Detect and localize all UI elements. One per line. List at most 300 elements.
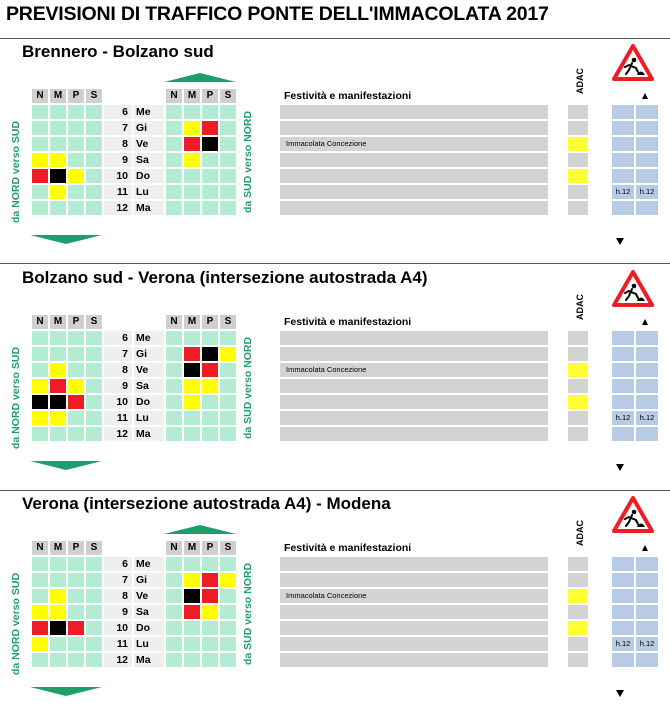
traffic-cell-nord-sud: [68, 201, 84, 215]
traffic-cell-nord-sud: [68, 379, 84, 393]
traffic-cell-sud-nord: [166, 427, 182, 441]
day-name: Ve: [134, 137, 164, 151]
page-title: PREVISIONI DI TRAFFICO PONTE DELL'IMMACOLATA 2017: [6, 3, 549, 25]
day-number: 10: [104, 395, 132, 409]
column-header: S: [220, 541, 236, 555]
ww-cell: [612, 347, 634, 361]
traffic-cell-sud-nord: [166, 105, 182, 119]
day-number: 7: [104, 121, 132, 135]
day-number: 8: [104, 137, 132, 151]
day-number: 6: [104, 105, 132, 119]
divider: [0, 263, 670, 264]
traffic-cell-sud-nord: [220, 121, 236, 135]
day-name: Lu: [134, 411, 164, 425]
traffic-cell-nord-sud: [50, 637, 66, 651]
day-name: Me: [134, 331, 164, 345]
label-sud-verso-nord: [241, 87, 255, 237]
traffic-cell-nord-sud: [32, 153, 48, 167]
label-sud-verso-nord: [241, 539, 255, 689]
traffic-cell-nord-sud: [50, 427, 66, 441]
adac-cell: [568, 379, 588, 393]
adac-cell: [568, 589, 588, 603]
adac-cell: [568, 331, 588, 345]
day-name: Lu: [134, 637, 164, 651]
traffic-cell-sud-nord: [184, 169, 200, 183]
ww-cell: h.12: [612, 637, 634, 651]
traffic-cell-sud-nord: [166, 347, 182, 361]
ww-cell: h.12: [612, 411, 634, 425]
divider: [0, 490, 670, 491]
traffic-cell-nord-sud: [32, 395, 48, 409]
traffic-cell-sud-nord: [166, 331, 182, 345]
traffic-cell-sud-nord: [184, 153, 200, 167]
traffic-cell-sud-nord: [202, 573, 218, 587]
traffic-cell-sud-nord: [202, 105, 218, 119]
column-header: M: [50, 541, 66, 555]
column-header: S: [86, 315, 102, 329]
day-name: Ve: [134, 589, 164, 603]
day-number: 7: [104, 573, 132, 587]
traffic-cell-sud-nord: [220, 153, 236, 167]
traffic-cell-sud-nord: [220, 105, 236, 119]
traffic-cell-sud-nord: [202, 637, 218, 651]
traffic-cell-nord-sud: [32, 137, 48, 151]
traffic-cell-sud-nord: [184, 411, 200, 425]
day-name: Me: [134, 105, 164, 119]
events-header: Festività e manifestazioni: [284, 542, 412, 554]
ww-cell: [612, 573, 634, 587]
traffic-cell-nord-sud: [86, 363, 102, 377]
traffic-cell-nord-sud: [86, 605, 102, 619]
traffic-cell-sud-nord: [202, 589, 218, 603]
day-name: Sa: [134, 153, 164, 167]
traffic-cell-nord-sud: [68, 105, 84, 119]
adac-cell: [568, 185, 588, 199]
traffic-cell-nord-sud: [86, 153, 102, 167]
column-header: M: [50, 315, 66, 329]
ww-cell: [612, 621, 634, 635]
traffic-cell-sud-nord: [202, 121, 218, 135]
day-number: 9: [104, 153, 132, 167]
scroll-up-icon: [642, 319, 648, 325]
traffic-cell-sud-nord: [202, 427, 218, 441]
ww-cell: h.12: [636, 185, 658, 199]
adac-cell: [568, 411, 588, 425]
traffic-cell-nord-sud: [50, 589, 66, 603]
traffic-cell-sud-nord: [184, 137, 200, 151]
traffic-cell-nord-sud: [50, 557, 66, 571]
traffic-cell-nord-sud: [50, 347, 66, 361]
day-number: 12: [104, 653, 132, 667]
arrow-down-nord-sud: [30, 461, 102, 470]
traffic-cell-nord-sud: [50, 395, 66, 409]
traffic-cell-nord-sud: [50, 573, 66, 587]
traffic-cell-sud-nord: [166, 395, 182, 409]
traffic-cell-sud-nord: [220, 589, 236, 603]
label-nord-verso-sud: [9, 323, 23, 473]
event-bar: [280, 169, 548, 183]
ww-cell: [636, 169, 658, 183]
day-number: 6: [104, 331, 132, 345]
adac-cell: [568, 137, 588, 151]
arrow-up-sud-nord: [164, 73, 236, 82]
day-name: Sa: [134, 605, 164, 619]
column-header: N: [166, 541, 182, 555]
traffic-cell-nord-sud: [50, 121, 66, 135]
traffic-cell-sud-nord: [166, 621, 182, 635]
ww-cell: [636, 395, 658, 409]
traffic-cell-sud-nord: [202, 201, 218, 215]
traffic-cell-nord-sud: [68, 589, 84, 603]
scroll-down-icon: [616, 464, 624, 471]
traffic-cell-sud-nord: [202, 621, 218, 635]
day-name: Gi: [134, 347, 164, 361]
adac-cell: [568, 653, 588, 667]
ww-cell: [636, 621, 658, 635]
traffic-cell-nord-sud: [86, 169, 102, 183]
traffic-cell-nord-sud: [86, 557, 102, 571]
traffic-cell-nord-sud: [50, 605, 66, 619]
day-name: Sa: [134, 379, 164, 393]
event-label: Immacolata Concezione: [286, 591, 367, 600]
traffic-cell-nord-sud: [32, 653, 48, 667]
column-header: P: [68, 89, 84, 103]
column-header: S: [220, 315, 236, 329]
traffic-cell-sud-nord: [166, 589, 182, 603]
day-number: 12: [104, 427, 132, 441]
column-header: M: [184, 89, 200, 103]
traffic-cell-nord-sud: [32, 169, 48, 183]
traffic-cell-sud-nord: [166, 411, 182, 425]
day-number: 9: [104, 379, 132, 393]
column-header: N: [166, 89, 182, 103]
day-name: Ma: [134, 427, 164, 441]
traffic-cell-sud-nord: [184, 573, 200, 587]
traffic-cell-sud-nord: [184, 589, 200, 603]
traffic-cell-sud-nord: [220, 379, 236, 393]
ww-cell: [612, 379, 634, 393]
event-bar: [280, 411, 548, 425]
traffic-cell-nord-sud: [50, 153, 66, 167]
traffic-cell-nord-sud: [86, 105, 102, 119]
event-label: Immacolata Concezione: [286, 365, 367, 374]
traffic-cell-nord-sud: [50, 379, 66, 393]
ww-cell: [636, 105, 658, 119]
traffic-cell-nord-sud: [68, 557, 84, 571]
event-bar: [280, 653, 548, 667]
traffic-cell-nord-sud: [86, 637, 102, 651]
ww-cell: [636, 153, 658, 167]
adac-label-text: ADAC: [575, 520, 585, 546]
ww-cell: [612, 605, 634, 619]
traffic-cell-nord-sud: [86, 185, 102, 199]
traffic-cell-sud-nord: [184, 427, 200, 441]
ww-cell: [612, 427, 634, 441]
traffic-cell-nord-sud: [86, 427, 102, 441]
traffic-cell-nord-sud: [68, 621, 84, 635]
chart-section: [0, 42, 670, 262]
traffic-cell-nord-sud: [50, 169, 66, 183]
traffic-cell-sud-nord: [220, 621, 236, 635]
event-bar: [280, 331, 548, 345]
traffic-cell-nord-sud: [68, 573, 84, 587]
traffic-cell-sud-nord: [202, 395, 218, 409]
traffic-cell-sud-nord: [184, 363, 200, 377]
traffic-cell-nord-sud: [32, 637, 48, 651]
day-number: 8: [104, 363, 132, 377]
traffic-cell-nord-sud: [50, 331, 66, 345]
traffic-cell-sud-nord: [166, 605, 182, 619]
traffic-cell-nord-sud: [86, 331, 102, 345]
traffic-cell-nord-sud: [68, 153, 84, 167]
adac-cell: [568, 621, 588, 635]
section-title: Bolzano sud - Verona (intersezione autostrada A4): [22, 268, 428, 287]
ww-cell: [636, 379, 658, 393]
traffic-cell-sud-nord: [202, 653, 218, 667]
adac-label-text: ADAC: [575, 294, 585, 320]
ww-cell: [612, 589, 634, 603]
event-bar: [280, 185, 548, 199]
traffic-cell-nord-sud: [50, 137, 66, 151]
day-number: 9: [104, 605, 132, 619]
traffic-cell-sud-nord: [220, 363, 236, 377]
traffic-cell-nord-sud: [32, 573, 48, 587]
traffic-cell-nord-sud: [86, 395, 102, 409]
traffic-cell-nord-sud: [32, 201, 48, 215]
event-bar: [280, 347, 548, 361]
traffic-cell-nord-sud: [32, 411, 48, 425]
day-number: 8: [104, 589, 132, 603]
event-bar: [280, 637, 548, 651]
ww-cell: [612, 153, 634, 167]
traffic-cell-sud-nord: [166, 153, 182, 167]
adac-cell: [568, 201, 588, 215]
ww-cell: [612, 169, 634, 183]
traffic-cell-sud-nord: [220, 347, 236, 361]
traffic-cell-sud-nord: [202, 411, 218, 425]
traffic-cell-sud-nord: [220, 185, 236, 199]
traffic-cell-nord-sud: [50, 363, 66, 377]
ww-cell: h.12: [636, 637, 658, 651]
traffic-cell-nord-sud: [86, 137, 102, 151]
traffic-cell-nord-sud: [32, 605, 48, 619]
ww-cell: [612, 121, 634, 135]
traffic-cell-sud-nord: [220, 395, 236, 409]
traffic-cell-sud-nord: [202, 605, 218, 619]
event-bar: [280, 121, 548, 135]
event-bar: [280, 137, 548, 151]
ww-cell: [636, 347, 658, 361]
traffic-cell-sud-nord: [220, 605, 236, 619]
traffic-cell-sud-nord: [166, 185, 182, 199]
traffic-cell-sud-nord: [184, 653, 200, 667]
traffic-cell-nord-sud: [68, 185, 84, 199]
column-header: N: [166, 315, 182, 329]
column-header: S: [86, 541, 102, 555]
day-number: 10: [104, 621, 132, 635]
event-bar: [280, 573, 548, 587]
label-sud-verso-nord-text: da SUD verso NORD: [242, 562, 254, 666]
traffic-cell-nord-sud: [32, 379, 48, 393]
traffic-cell-nord-sud: [32, 121, 48, 135]
traffic-cell-nord-sud: [86, 589, 102, 603]
ww-cell: [612, 331, 634, 345]
day-number: 11: [104, 411, 132, 425]
traffic-cell-sud-nord: [166, 379, 182, 393]
traffic-cell-sud-nord: [202, 557, 218, 571]
ww-cell: [612, 557, 634, 571]
traffic-cell-nord-sud: [50, 411, 66, 425]
ww-cell: [636, 201, 658, 215]
label-nord-verso-sud-text: da NORD verso SUD: [10, 120, 22, 224]
event-bar: [280, 589, 548, 603]
adac-cell: [568, 605, 588, 619]
traffic-cell-sud-nord: [184, 331, 200, 345]
day-number: 11: [104, 185, 132, 199]
adac-label: [573, 64, 587, 98]
traffic-cell-nord-sud: [68, 363, 84, 377]
traffic-cell-nord-sud: [68, 121, 84, 135]
traffic-cell-nord-sud: [50, 653, 66, 667]
traffic-cell-nord-sud: [86, 201, 102, 215]
traffic-cell-nord-sud: [50, 621, 66, 635]
traffic-cell-sud-nord: [184, 621, 200, 635]
column-header: P: [68, 541, 84, 555]
traffic-cell-nord-sud: [86, 621, 102, 635]
ww-cell: [636, 427, 658, 441]
column-header: M: [184, 315, 200, 329]
traffic-cell-sud-nord: [202, 347, 218, 361]
traffic-cell-nord-sud: [32, 589, 48, 603]
traffic-cell-sud-nord: [166, 653, 182, 667]
adac-label: [573, 290, 587, 324]
traffic-cell-nord-sud: [68, 653, 84, 667]
ww-cell: [636, 573, 658, 587]
traffic-cell-sud-nord: [184, 201, 200, 215]
traffic-cell-sud-nord: [220, 411, 236, 425]
column-header: N: [32, 315, 48, 329]
traffic-cell-nord-sud: [50, 185, 66, 199]
adac-cell: [568, 363, 588, 377]
day-name: Ve: [134, 363, 164, 377]
traffic-cell-sud-nord: [202, 153, 218, 167]
column-header: P: [202, 315, 218, 329]
traffic-cell-sud-nord: [202, 185, 218, 199]
day-name: Ma: [134, 653, 164, 667]
traffic-cell-sud-nord: [220, 137, 236, 151]
traffic-cell-nord-sud: [68, 331, 84, 345]
traffic-cell-sud-nord: [184, 121, 200, 135]
roadworks-sign-icon: [612, 44, 654, 82]
label-nord-verso-sud-text: da NORD verso SUD: [10, 346, 22, 450]
divider: [0, 38, 670, 39]
label-nord-verso-sud: [9, 97, 23, 247]
day-name: Me: [134, 557, 164, 571]
ww-cell: [636, 363, 658, 377]
adac-cell: [568, 347, 588, 361]
traffic-cell-nord-sud: [68, 411, 84, 425]
traffic-cell-sud-nord: [220, 573, 236, 587]
adac-cell: [568, 105, 588, 119]
traffic-cell-nord-sud: [32, 557, 48, 571]
traffic-cell-nord-sud: [68, 605, 84, 619]
traffic-cell-sud-nord: [202, 363, 218, 377]
column-header: N: [32, 541, 48, 555]
traffic-cell-nord-sud: [68, 427, 84, 441]
adac-cell: [568, 153, 588, 167]
scroll-down-icon: [616, 238, 624, 245]
roadworks-sign-icon: [612, 270, 654, 308]
day-name: Lu: [134, 185, 164, 199]
ww-cell: [636, 589, 658, 603]
traffic-cell-sud-nord: [166, 201, 182, 215]
traffic-cell-sud-nord: [166, 121, 182, 135]
traffic-cell-sud-nord: [184, 395, 200, 409]
ww-cell: [636, 557, 658, 571]
event-bar: [280, 605, 548, 619]
traffic-cell-nord-sud: [32, 363, 48, 377]
ww-cell: [636, 653, 658, 667]
day-name: Do: [134, 169, 164, 183]
traffic-cell-nord-sud: [50, 105, 66, 119]
label-sud-verso-nord-text: da SUD verso NORD: [242, 336, 254, 440]
traffic-cell-sud-nord: [184, 347, 200, 361]
adac-cell: [568, 427, 588, 441]
traffic-cell-nord-sud: [68, 169, 84, 183]
event-bar: [280, 363, 548, 377]
event-bar: [280, 379, 548, 393]
arrow-down-nord-sud: [30, 687, 102, 696]
event-bar: [280, 427, 548, 441]
adac-cell: [568, 637, 588, 651]
event-bar: [280, 105, 548, 119]
adac-cell: [568, 573, 588, 587]
column-header: M: [50, 89, 66, 103]
event-bar: [280, 557, 548, 571]
day-number: 7: [104, 347, 132, 361]
traffic-cell-sud-nord: [202, 379, 218, 393]
chart-section: [0, 268, 670, 488]
column-header: P: [68, 315, 84, 329]
column-header: M: [184, 541, 200, 555]
ww-cell: [612, 395, 634, 409]
traffic-cell-nord-sud: [86, 121, 102, 135]
arrow-down-nord-sud: [30, 235, 102, 244]
day-name: Gi: [134, 121, 164, 135]
event-bar: [280, 395, 548, 409]
traffic-cell-sud-nord: [202, 169, 218, 183]
traffic-cell-nord-sud: [32, 331, 48, 345]
traffic-cell-nord-sud: [32, 621, 48, 635]
day-number: 11: [104, 637, 132, 651]
traffic-cell-nord-sud: [68, 347, 84, 361]
day-number: 10: [104, 169, 132, 183]
day-number: 12: [104, 201, 132, 215]
label-nord-verso-sud: [9, 549, 23, 699]
traffic-cell-sud-nord: [220, 169, 236, 183]
ww-cell: h.12: [612, 185, 634, 199]
event-bar: [280, 201, 548, 215]
traffic-cell-nord-sud: [86, 573, 102, 587]
ww-cell: [636, 137, 658, 151]
traffic-cell-sud-nord: [184, 605, 200, 619]
scroll-down-icon: [616, 690, 624, 697]
arrow-up-sud-nord: [164, 525, 236, 534]
traffic-cell-nord-sud: [32, 185, 48, 199]
day-name: Gi: [134, 573, 164, 587]
day-number: 6: [104, 557, 132, 571]
traffic-cell-nord-sud: [86, 347, 102, 361]
